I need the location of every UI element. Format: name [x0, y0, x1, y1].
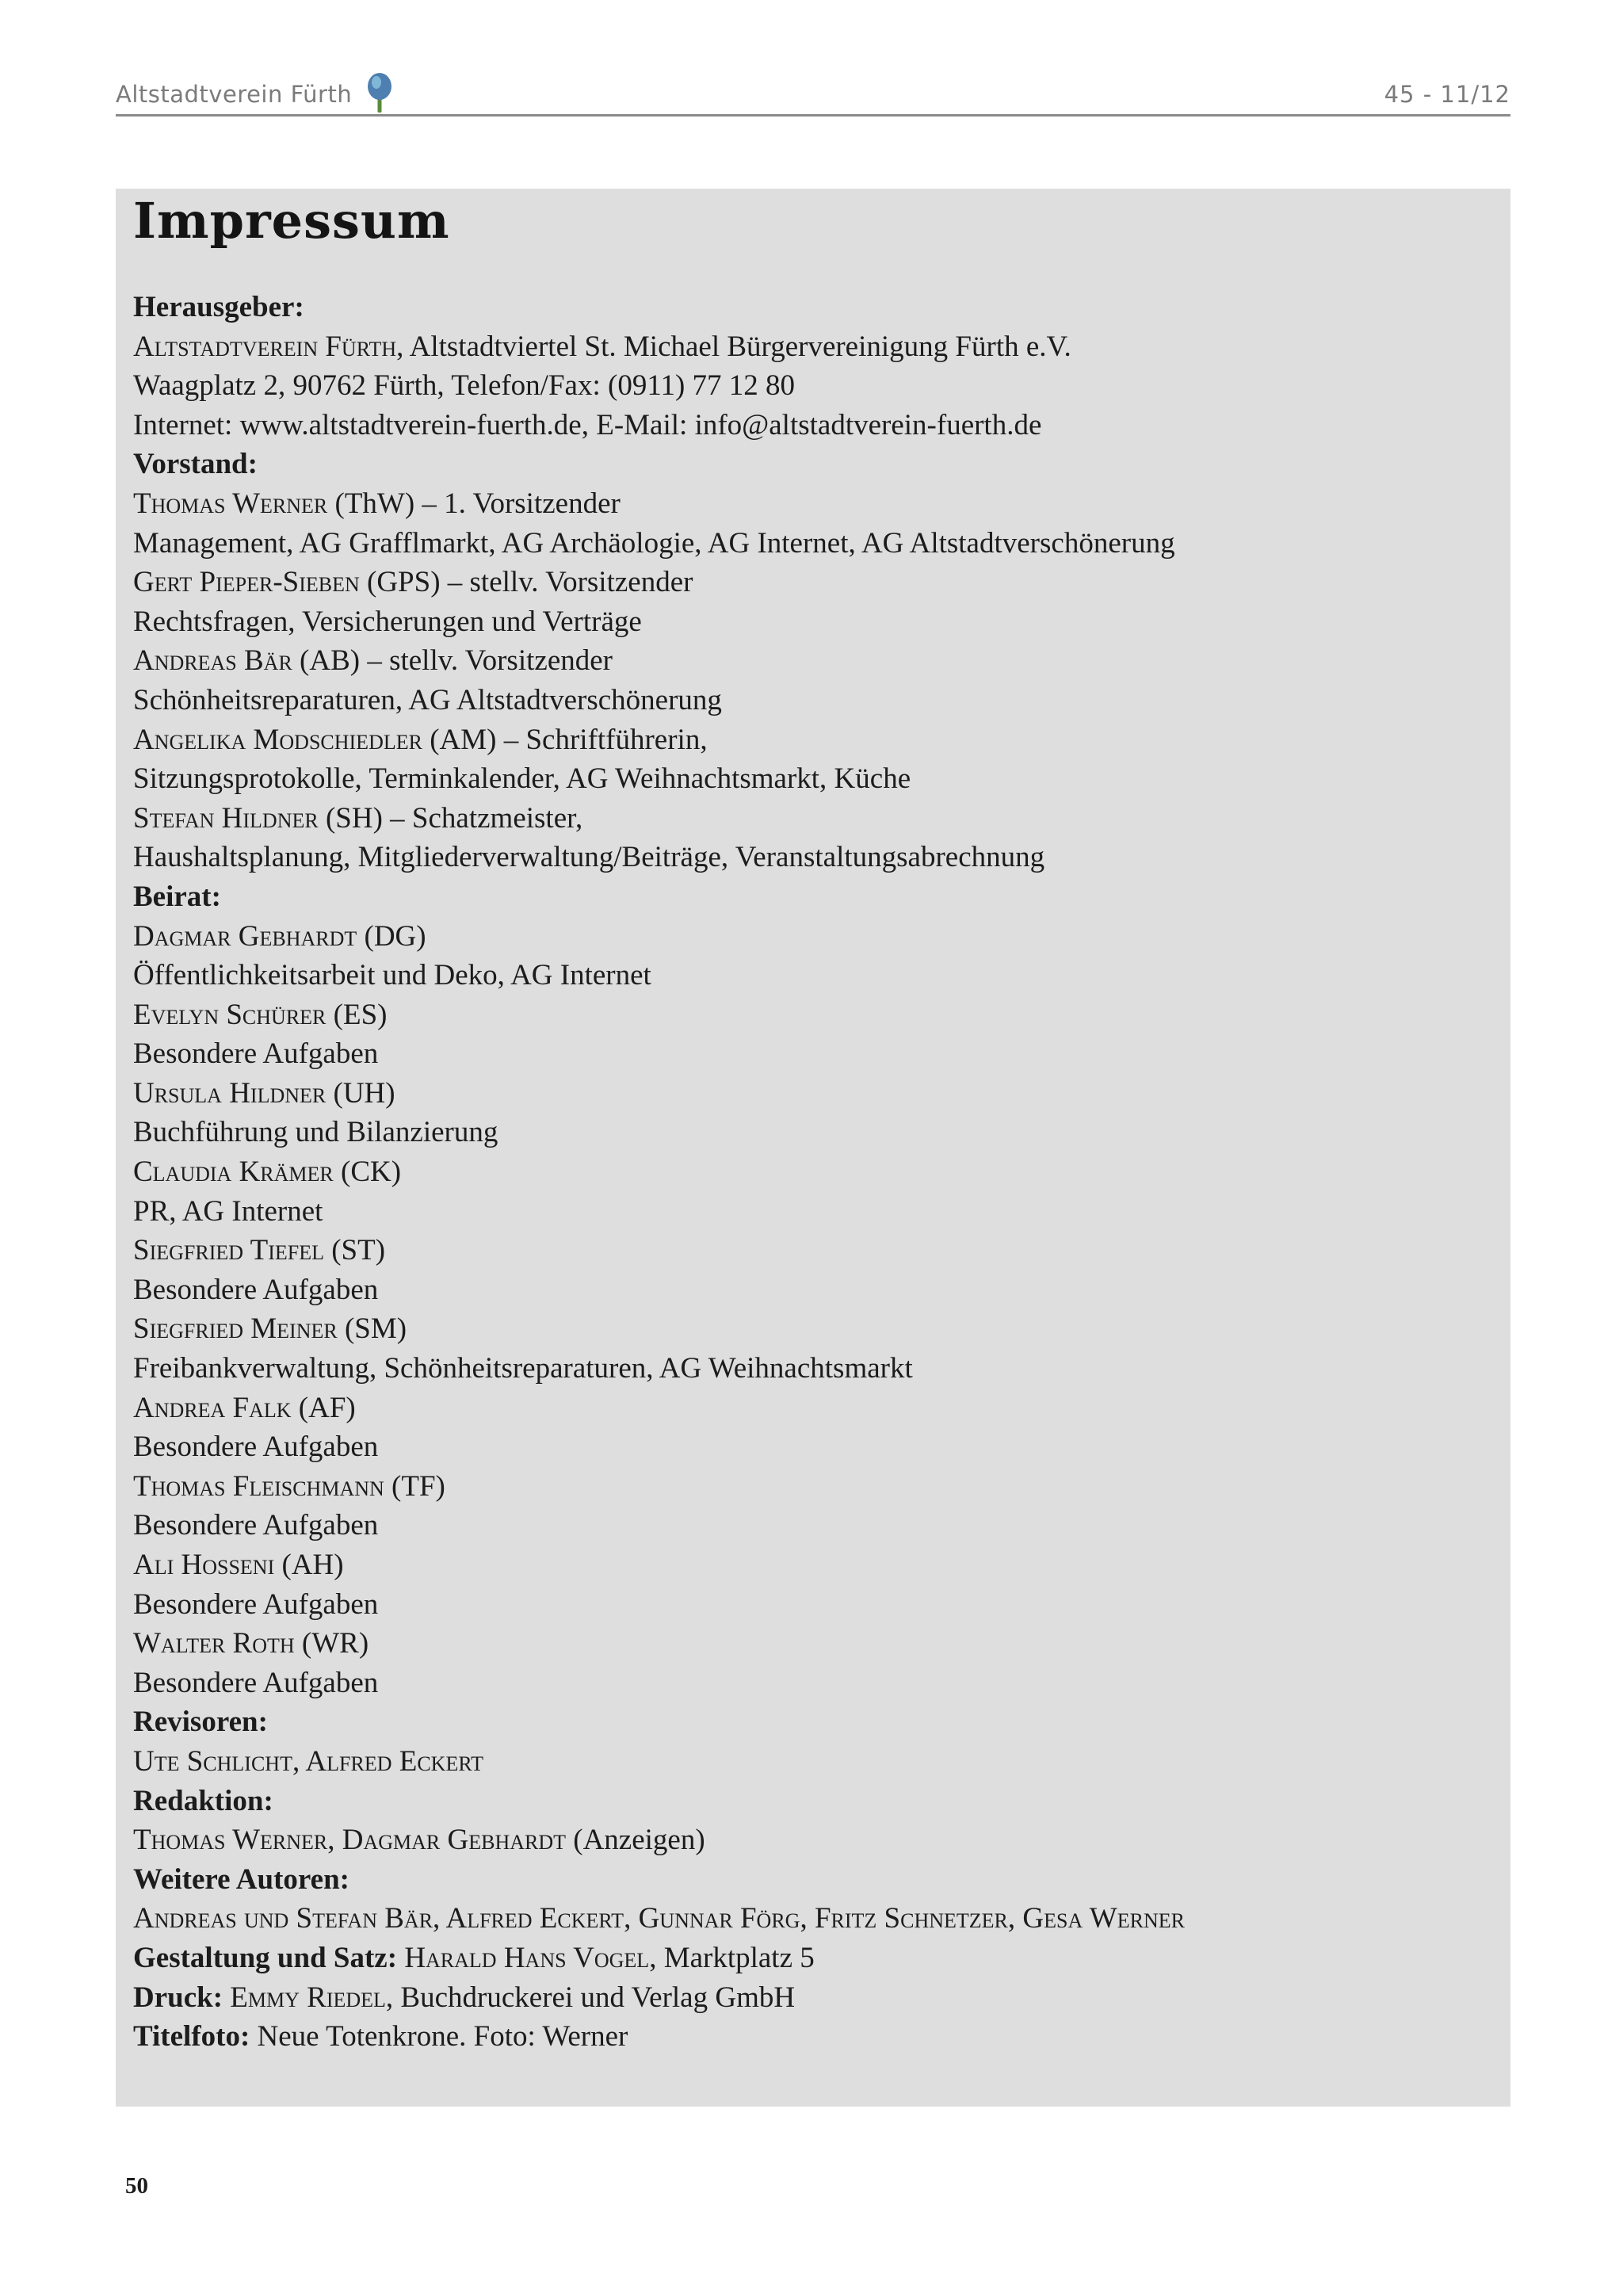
- section-heading: [133, 1782, 1496, 1821]
- impressum-line: [133, 366, 1496, 406]
- person-names: Walter Roth: [133, 1627, 295, 1660]
- impressum-line: [133, 1074, 1496, 1114]
- impressum-line: [133, 1820, 1496, 1860]
- line-label: Titelfoto:: [133, 2020, 250, 2053]
- line-text: Revisoren:: [133, 1706, 268, 1739]
- person-names: Altstadtverein Fürth: [133, 330, 397, 363]
- impressum-line: [133, 1545, 1496, 1585]
- impressum-line: [133, 1467, 1496, 1507]
- impressum-line: [133, 1506, 1496, 1545]
- person-names: Thomas Werner, Dagmar Gebhardt: [133, 1824, 566, 1857]
- line-text: Management, AG Grafflmarkt, AG Archäologie, AG Internet, AG Altstadtverschönerung: [133, 526, 1175, 560]
- line-text: (DG): [357, 919, 426, 953]
- impressum-line: [133, 406, 1496, 445]
- line-text: (ThW) – 1. Vorsitzender: [327, 487, 621, 520]
- line-text: (AB) – stellv. Vorsitzender: [292, 644, 613, 678]
- line-text: , Buchdruckerei und Verlag GmbH: [385, 1981, 796, 2014]
- impressum-line: [133, 484, 1496, 524]
- section-heading: [133, 445, 1496, 484]
- line-text: (AH): [274, 1549, 344, 1581]
- section-heading: [133, 288, 1496, 327]
- person-names: Thomas Fleischmann: [133, 1469, 384, 1503]
- person-names: Ute Schlicht, Alfred Eckert: [133, 1744, 484, 1778]
- impressum-line: [133, 956, 1496, 995]
- line-text: Besondere Aufgaben: [133, 1037, 379, 1071]
- person-names: Thomas Werner: [133, 487, 328, 520]
- tree-logo-icon: [363, 71, 396, 114]
- impressum-line: [133, 1192, 1496, 1232]
- impressum-line: [133, 838, 1496, 877]
- line-text: Vorstand:: [133, 448, 258, 481]
- line-text: (AM) – Schriftführerin,: [422, 723, 708, 756]
- section-heading: [133, 877, 1496, 917]
- person-names: Ursula Hildner: [133, 1076, 327, 1110]
- impressum-line: [133, 1152, 1496, 1192]
- line-text: Beirat:: [133, 880, 221, 913]
- impressum-line: [133, 1978, 1496, 2018]
- person-names: Gert Pieper-Sieben: [133, 566, 360, 599]
- impressum-line: [133, 720, 1496, 760]
- impressum-line: [133, 1585, 1496, 1625]
- impressum-line: [133, 1939, 1496, 1978]
- line-text: Sitzungsprotokolle, Terminkalender, AG Weihnachtsmarkt, Küche: [133, 762, 911, 796]
- impressum-line: [133, 1899, 1496, 1939]
- line-text: Schönheitsreparaturen, AG Altstadtverschönerung: [133, 683, 722, 716]
- line-text: PR, AG Internet: [133, 1194, 323, 1228]
- line-text: Besondere Aufgaben: [133, 1509, 379, 1542]
- line-text: (GPS) – stellv. Vorsitzender: [359, 566, 693, 599]
- line-text: (WR): [294, 1627, 369, 1660]
- line-text: Buchführung und Bilanzierung: [133, 1116, 498, 1149]
- impressum-line: [133, 1349, 1496, 1389]
- impressum-line: [133, 563, 1496, 602]
- line-text: (Anzeigen): [566, 1824, 705, 1857]
- impressum-line: [133, 1034, 1496, 1074]
- person-names: Evelyn Schürer: [133, 998, 327, 1031]
- line-text: (SH) – Schatzmeister,: [318, 801, 583, 835]
- impressum-line: [133, 917, 1496, 957]
- impressum-line: [133, 2017, 1496, 2057]
- impressum-line: [133, 1624, 1496, 1664]
- line-text: Rechtsfragen, Versicherungen und Verträge: [133, 605, 642, 638]
- person-names: Stefan Hildner: [133, 801, 319, 835]
- line-label: Gestaltung und Satz:: [133, 1941, 398, 1974]
- issue-number: 45 - 11/12: [1384, 81, 1510, 108]
- line-text: (ES): [326, 998, 388, 1031]
- impressum-line: [133, 1389, 1496, 1428]
- person-names: Harald Hans Vogel: [397, 1941, 650, 1974]
- impressum-title: Impressum: [133, 192, 450, 250]
- line-text: , Marktplatz 5: [649, 1941, 815, 1974]
- impressum-line: [133, 799, 1496, 839]
- impressum-line: [133, 1742, 1496, 1782]
- line-text: (AF): [291, 1391, 356, 1424]
- page-number: 50: [125, 2173, 148, 2199]
- person-names: Emmy Riedel: [223, 1981, 386, 2014]
- line-text: (UH): [326, 1076, 395, 1110]
- line-text: Besondere Aufgaben: [133, 1666, 379, 1699]
- line-text: Herausgeber:: [133, 291, 304, 323]
- impressum-line: [133, 1427, 1496, 1467]
- section-heading: [133, 1860, 1496, 1900]
- line-text: Öffentlichkeitsarbeit und Deko, AG Internet: [133, 959, 651, 992]
- impressum-line: [133, 759, 1496, 799]
- impressum-line: [133, 602, 1496, 642]
- line-text: (TF): [384, 1469, 445, 1503]
- header-title: Altstadtverein Fürth: [116, 81, 353, 108]
- person-names: Ali Hosseni: [133, 1549, 275, 1581]
- impressum-line: [133, 995, 1496, 1035]
- impressum-line: [133, 1231, 1496, 1270]
- impressum-line: [133, 1309, 1496, 1349]
- impressum-line: [133, 1113, 1496, 1152]
- person-names: Angelika Modschiedler: [133, 723, 422, 756]
- line-text: Neue Totenkrone. Foto: Werner: [250, 2020, 628, 2053]
- line-text: Redaktion:: [133, 1784, 273, 1817]
- line-text: , Altstadtviertel St. Michael Bürgervereinigung Fürth e.V.: [396, 330, 1071, 363]
- line-text: Weitere Autoren:: [133, 1862, 349, 1896]
- line-text: Waagplatz 2, 90762 Fürth, Telefon/Fax: (0911) 77 12 80: [133, 369, 796, 403]
- line-text: (ST): [323, 1234, 386, 1267]
- line-text: Internet: www.altstadtverein-fuerth.de, E-Mail: info@altstadtverein-fuerth.de: [133, 408, 1042, 441]
- impressum-line: [133, 524, 1496, 563]
- person-names: Siegfried Meiner: [133, 1312, 338, 1346]
- impressum-line: [133, 681, 1496, 720]
- person-names: Andreas Bär: [133, 644, 292, 678]
- impressum-lines: [133, 288, 1496, 2057]
- impressum-line: [133, 1664, 1496, 1703]
- person-names: Dagmar Gebhardt: [133, 919, 357, 953]
- impressum-line: [133, 641, 1496, 681]
- person-names: Andreas und Stefan Bär, Alfred Eckert, Gunnar Förg, Fritz Schnetzer, Gesa Werner: [133, 1902, 1185, 1935]
- impressum-line: [133, 327, 1496, 367]
- section-heading: [133, 1702, 1496, 1742]
- line-text: Besondere Aufgaben: [133, 1431, 379, 1464]
- page-header: [116, 76, 1510, 117]
- impressum-line: [133, 1270, 1496, 1310]
- line-text: (CK): [333, 1156, 402, 1189]
- line-text: (SM): [337, 1312, 407, 1346]
- line-text: Freibankverwaltung, Schönheitsreparaturen, AG Weihnachtsmarkt: [133, 1352, 913, 1385]
- person-names: Siegfried Tiefel: [133, 1234, 324, 1267]
- person-names: Claudia Krämer: [133, 1156, 334, 1189]
- line-text: Besondere Aufgaben: [133, 1273, 379, 1306]
- line-text: Haushaltsplanung, Mitgliederverwaltung/Beiträge, Veranstaltungsabrechnung: [133, 841, 1045, 874]
- person-names: Andrea Falk: [133, 1391, 292, 1424]
- impressum-panel: [116, 189, 1510, 2107]
- line-text: Besondere Aufgaben: [133, 1587, 379, 1621]
- line-label: Druck:: [133, 1981, 223, 2014]
